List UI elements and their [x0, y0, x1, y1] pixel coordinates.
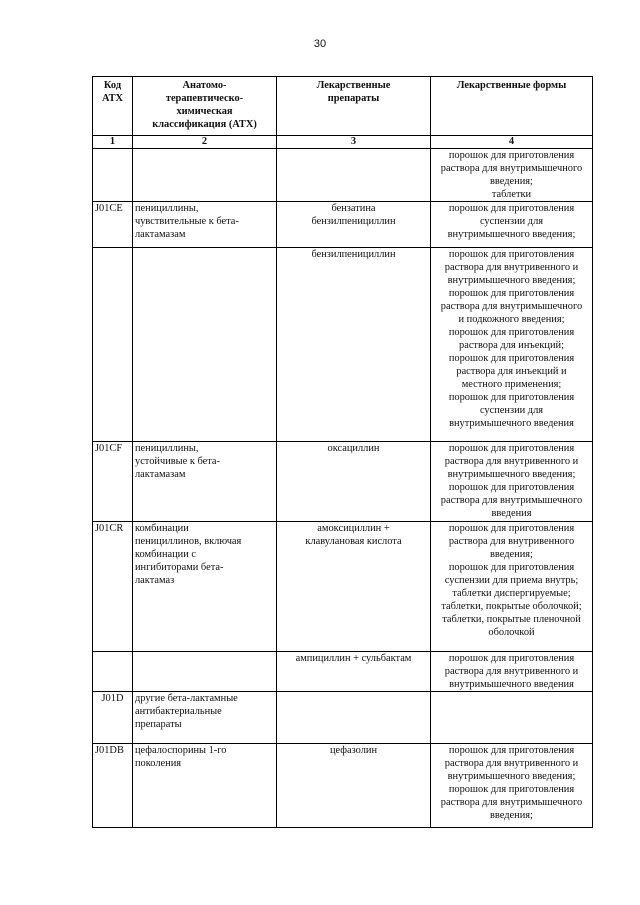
- classification-line: поколения: [135, 758, 182, 769]
- table-row: [93, 522, 593, 652]
- table-row: [93, 202, 593, 248]
- header-line: классификация (АТХ): [152, 119, 257, 130]
- dosage-form-line: порошок для приготовления: [448, 203, 575, 214]
- drug-line: оксациллин: [327, 443, 380, 454]
- dosage-form-line: суспензии для: [479, 405, 544, 416]
- header-line: Анатомо-: [182, 80, 227, 91]
- atc-code-cell: J01D: [93, 692, 133, 744]
- classification-line: комбинации: [135, 523, 189, 534]
- atc-code-cell: J01CR: [93, 522, 133, 652]
- classification-line: другие бета-лактамные: [135, 693, 238, 704]
- dosage-form-line: внутримышечного введения;: [447, 469, 576, 480]
- drug-line: бензилпенициллин: [311, 216, 396, 227]
- dosage-form-line: введения: [491, 508, 532, 519]
- drug-line: бензилпенициллин: [311, 249, 396, 260]
- dosage-form-line: внутримышечного введения;: [447, 771, 576, 782]
- dosage-form-line: раствора для инъекций и: [456, 366, 567, 377]
- classification-line: лактамазам: [135, 469, 186, 480]
- header-classification: [133, 77, 277, 136]
- dosage-form-line: порошок для приготовления: [448, 562, 575, 573]
- dosage-form-line: внутримышечного введения: [449, 679, 574, 690]
- column-number: 2: [133, 136, 277, 149]
- dosage-form-line: порошок для приготовления: [448, 150, 575, 161]
- atc-code-cell: [93, 652, 133, 692]
- table-row: [93, 248, 593, 442]
- dosage-form-line: порошок для приготовления: [448, 784, 575, 795]
- dosage-forms-cell: [431, 248, 593, 442]
- dosage-forms-cell: [431, 692, 593, 744]
- header-forms: [431, 77, 593, 136]
- dosage-form-line: раствора для внутривенного и: [444, 758, 579, 769]
- drug-cell: [277, 744, 431, 828]
- dosage-form-line: порошок для приготовления: [448, 353, 575, 364]
- classification-cell: [133, 442, 277, 522]
- dosage-form-line: введения;: [490, 176, 533, 187]
- drug-cell: [277, 202, 431, 248]
- dosage-form-line: порошок для приготовления: [448, 249, 575, 260]
- classification-line: лактамазам: [135, 229, 186, 240]
- dosage-form-line: суспензии для: [479, 216, 544, 227]
- classification-line: препараты: [135, 719, 182, 730]
- dosage-form-line: порошок для приготовления: [448, 443, 575, 454]
- header-line: Лекарственные формы: [456, 80, 567, 91]
- dosage-forms-cell: [431, 442, 593, 522]
- classification-line: чувствительные к бета-: [135, 216, 239, 227]
- dosage-form-line: порошок для приготовления: [448, 745, 575, 756]
- dosage-form-line: раствора для внутривенного и: [444, 666, 579, 677]
- column-number: 3: [277, 136, 431, 149]
- drug-cell: [277, 442, 431, 522]
- atc-code-cell: [93, 248, 133, 442]
- dosage-forms-cell: [431, 202, 593, 248]
- classification-line: пенициллинов, включая: [135, 536, 242, 547]
- dosage-form-line: введения;: [490, 810, 533, 821]
- drug-line: клавулановая кислота: [305, 536, 402, 547]
- dosage-form-line: внутримышечного введения: [449, 418, 574, 429]
- classification-line: цефалоспорины 1-го: [135, 745, 227, 756]
- dosage-form-line: порошок для приготовления: [448, 523, 575, 534]
- dosage-forms-cell: [431, 744, 593, 828]
- classification-cell: [133, 692, 277, 744]
- dosage-form-line: раствора для внутримышечного: [440, 495, 583, 506]
- drug-cell: [277, 248, 431, 442]
- dosage-form-line: порошок для приготовления: [448, 392, 575, 403]
- drug-line: ампициллин + сульбактам: [295, 653, 412, 664]
- dosage-form-line: порошок для приготовления: [448, 327, 575, 338]
- classification-line: ингибиторами бета-: [135, 562, 224, 573]
- classification-line: антибактериальные: [135, 706, 222, 717]
- dosage-form-line: порошок для приготовления: [448, 482, 575, 493]
- header-line: АТХ: [101, 93, 124, 104]
- dosage-form-line: раствора для внутримышечного: [440, 301, 583, 312]
- classification-cell: [133, 248, 277, 442]
- classification-line: пенициллины,: [135, 203, 199, 214]
- classification-cell: [133, 522, 277, 652]
- atc-code-cell: J01CF: [93, 442, 133, 522]
- dosage-form-line: порошок для приготовления: [448, 288, 575, 299]
- header-code: [93, 77, 133, 136]
- classification-line: устойчивые к бета-: [135, 456, 220, 467]
- column-number: 1: [93, 136, 133, 149]
- dosage-form-line: раствора для внутривенного и: [444, 262, 579, 273]
- drug-table: [92, 76, 593, 828]
- header-drugs: [277, 77, 431, 136]
- classification-line: пенициллины,: [135, 443, 199, 454]
- dosage-form-line: раствора для внутримышечного: [440, 163, 583, 174]
- dosage-form-line: таблетки, покрытые оболочкой;: [441, 601, 582, 612]
- table-body: [93, 149, 593, 828]
- classification-cell: [133, 149, 277, 202]
- dosage-form-line: раствора для внутримышечного: [440, 797, 583, 808]
- dosage-forms-cell: [431, 522, 593, 652]
- dosage-forms-cell: [431, 652, 593, 692]
- header-line: препараты: [327, 93, 380, 104]
- dosage-form-line: раствора для внутривенного и: [444, 456, 579, 467]
- classification-cell: [133, 652, 277, 692]
- classification-line: лактамаз: [135, 575, 175, 586]
- classification-cell: [133, 744, 277, 828]
- classification-line: комбинации с: [135, 549, 197, 560]
- table-row: [93, 652, 593, 692]
- dosage-form-line: суспензии для приема внутрь;: [444, 575, 579, 586]
- page-number: 30: [313, 38, 327, 50]
- table-row: [93, 692, 593, 744]
- dosage-forms-cell: [431, 149, 593, 202]
- drug-line: цефазолин: [329, 745, 378, 756]
- atc-code-cell: [93, 149, 133, 202]
- column-number: 4: [431, 136, 593, 149]
- dosage-form-line: и подкожного введения;: [458, 314, 565, 325]
- dosage-form-line: таблетки: [491, 189, 532, 200]
- table-header-row: [93, 77, 593, 136]
- dosage-form-line: внутримышечного введения;: [447, 275, 576, 286]
- drug-cell: [277, 692, 431, 744]
- header-line: химическая: [176, 106, 233, 117]
- dosage-form-line: местного применения;: [461, 379, 562, 390]
- dosage-form-line: таблетки диспергируемые;: [452, 588, 571, 599]
- atc-code-cell: J01DB: [93, 744, 133, 828]
- header-line: терапевтическо-: [165, 93, 244, 104]
- dosage-form-line: внутримышечного введения;: [447, 229, 576, 240]
- header-line: Код: [103, 80, 122, 91]
- column-number-row: [93, 136, 593, 149]
- dosage-form-line: введения;: [490, 549, 533, 560]
- atc-code-cell: J01CE: [93, 202, 133, 248]
- dosage-form-line: оболочкой: [488, 627, 535, 638]
- dosage-form-line: раствора для инъекций;: [459, 340, 564, 351]
- drug-line: бензатина: [331, 203, 376, 214]
- drug-cell: [277, 652, 431, 692]
- drug-line: амоксициллин +: [317, 523, 390, 534]
- table-row: [93, 442, 593, 522]
- header-line: Лекарственные: [316, 80, 391, 91]
- table-row: [93, 149, 593, 202]
- dosage-form-line: порошок для приготовления: [448, 653, 575, 664]
- table-row: [93, 744, 593, 828]
- drug-cell: [277, 149, 431, 202]
- dosage-form-line: раствора для внутривенного: [448, 536, 575, 547]
- drug-cell: [277, 522, 431, 652]
- classification-cell: [133, 202, 277, 248]
- dosage-form-line: таблетки, покрытые пленочной: [442, 614, 581, 625]
